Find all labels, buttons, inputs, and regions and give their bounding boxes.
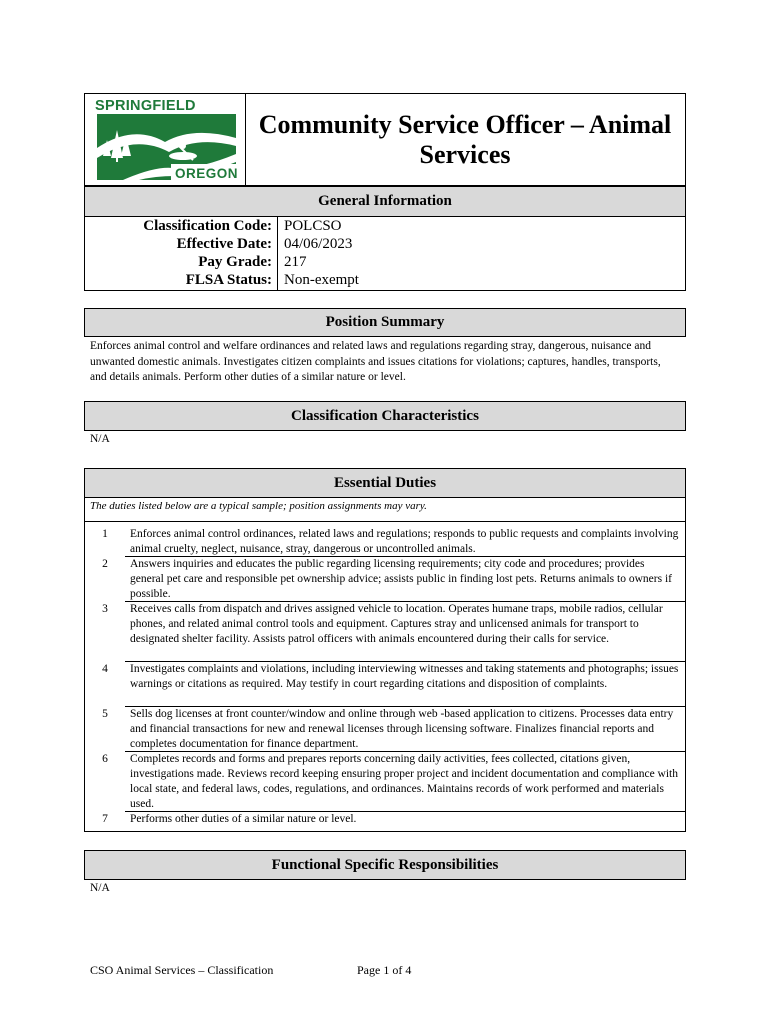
logo-top-text: SPRINGFIELD [95,98,196,114]
logo-bottom-text: OREGON [175,166,239,181]
classification-code-label: Classification Code: [143,218,272,234]
classification-code-value: POLCSO [284,218,342,234]
duty-number: 2 [102,558,108,570]
general-information-heading: General Information [84,186,686,217]
general-information-table [84,216,686,291]
effective-date-label: Effective Date: [176,236,272,252]
title-cell [245,94,685,185]
footer-document-name: CSO Animal Services – Classification [90,963,274,977]
header-table [84,93,686,186]
duty-number: 3 [102,603,108,615]
footer-page-number: Page 1 of 4 [357,963,412,977]
classification-characteristics-heading: Classification Characteristics [84,401,686,431]
duty-number: 1 [102,528,108,540]
essential-duties-heading: Essential Duties [84,468,686,498]
duty-number: 7 [102,813,108,825]
springfield-oregon-logo [93,96,239,184]
position-summary-heading: Position Summary [84,308,686,337]
duty-text: Completes records and forms and prepares reports concerning daily activities, fees collected, citations given, investigations made. Reviews record keeping ensuring proper project and incident documentation and compliance with local state, and federal laws, codes, regulations, and ordinances. Maintains records of work performed and materials used. [130,753,679,810]
info-row [85,217,685,235]
functional-responsibilities-heading: Functional Specific Responsibilities [84,850,686,880]
duty-text: Receives calls from dispatch and drives assigned vehicle to location. Operates humane traps, mobile radios, cellular phones, and related animal control tools and equipment. Captures stray and unlicensed animals for transport to designated shelter facility. Assists patrol officers with animals encountered during their calls for service. [130,603,663,645]
duty-number: 5 [102,708,108,720]
pay-grade-label: Pay Grade: [198,254,272,270]
duty-text: Answers inquiries and educates the public regarding licensing requirements; city code and procedures; provides general pet care and responsible pet ownership advice; assists public in finding lost pets. Returns animals to owners if possible. [130,558,672,600]
pay-grade-value: 217 [284,254,307,270]
info-row [85,253,685,271]
logo-cell [85,94,246,185]
duty-number: 6 [102,753,108,765]
essential-duties-table [84,497,686,832]
flsa-status-value: Non-exempt [284,272,359,288]
info-row [85,235,685,253]
duty-text: Investigates complaints and violations, including interviewing witnesses and taking statements and photographs; issues warnings or citations as required. May testify in court regarding citations and disposition of complaints. [130,663,679,690]
position-summary-text: Enforces animal control and welfare ordinances and related laws and regulations regarding stray, dangerous, nuisance and unwanted domestic animals. Investigates citizen complaints and issues citations for violations; captures, handles, transports, and details animals. Perform other duties of a similar nature or level. [90,340,661,383]
effective-date-value: 04/06/2023 [284,236,353,252]
duty-text: Performs other duties of a similar nature or level. [130,813,357,825]
flsa-status-label: FLSA Status: [185,272,272,288]
duty-text: Sells dog licenses at front counter/window and online through web -based application to citizens. Processes data entry and financial transactions for new and renewal licenses through licensing software. Finalizes financial reports and completes documentation for finance department. [130,708,674,750]
duty-number: 4 [102,663,108,675]
info-row [85,271,685,289]
duty-text: Enforces animal control ordinances, related laws and regulations; responds to public requests and complaints involving animal cruelty, neglect, nuisance, stray, dangerous or uncontrolled animals. [130,528,679,555]
classification-characteristics-text: N/A [90,433,110,445]
duties-note: The duties listed below are a typical sample; position assignments may vary. [90,500,427,512]
functional-responsibilities-text: N/A [90,882,110,894]
document-title: Community Service Officer – Animal Services [258,109,672,169]
divider [85,521,685,522]
